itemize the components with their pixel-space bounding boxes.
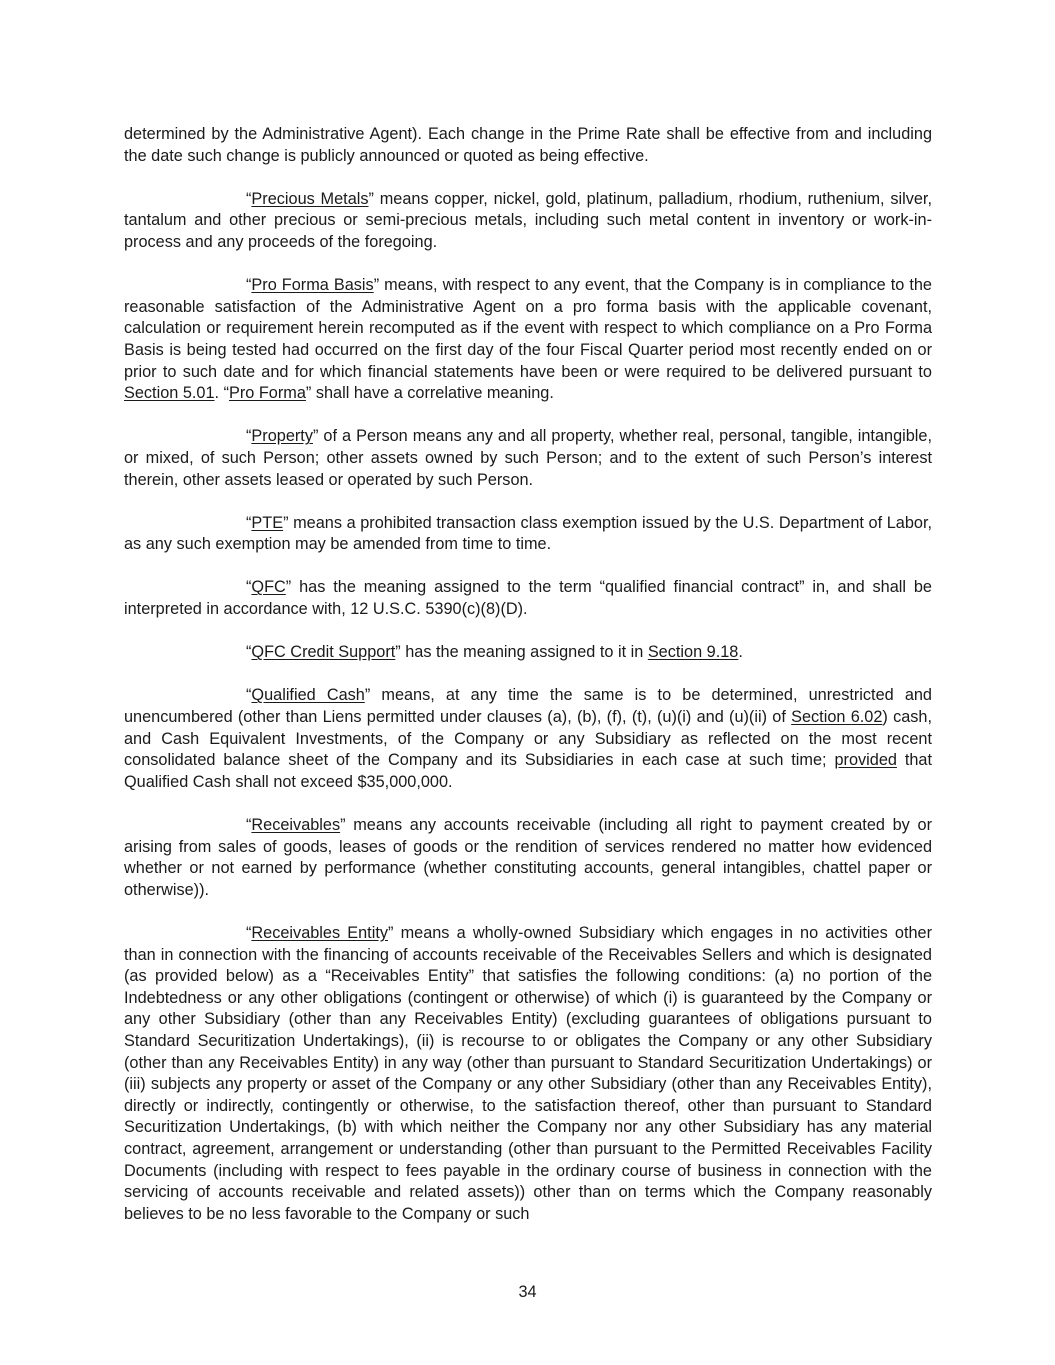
- definition-pte: “PTE” means a prohibited transaction class exemption issued by the U.S. Department of Labor, as any such exemption may be amended from time to time.: [124, 513, 932, 554]
- definition-qfc: “QFC” has the meaning assigned to the term “qualified financial contract” in, and shall be interpreted in accordance with, 12 U.S.C. 5390(c)(8)(D).: [124, 578, 932, 619]
- definition-receivables-entity: “Receivables Entity” means a wholly-owned Subsidiary which engages in no activities other than in connection with the financing of accounts receivable of the Receivables Sellers and which is designated (as provided below) as a “Receivables Entity” that satisfies the following conditions: (a) no portion of the Indebtedness or any other obligations (contingent or otherwise) of which (i) is guaranteed by the Company or any other Subsidiary (other than any Receivables Entity) (excluding guarantees of obligations pursuant to Standard Securitization Undertakings), (ii) is recourse to or obligates the Company or any other Subsidiary (other than any Receivables Entity) in any way (other than pursuant to Standard Securitization Undertakings) or (iii) subjects any property or asset of the Company or any other Subsidiary (other than any Receivables Entity), directly or indirectly, contingently or otherwise, to the satisfaction thereof, other than pursuant to Standard Securitization Undertakings, (b) with which neither the Company nor any other Subsidiary has any material contract, agreement, arrangement or understanding (other than pursuant to the Permitted Receivables Facility Documents (including with respect to fees payable in the ordinary course of business in connection with the servicing of accounts receivable and related assets)) other than on terms which the Company reasonably believes to be no less favorable to the Company or such: [124, 923, 933, 1223]
- defined-term: QFC Credit Support: [251, 643, 396, 662]
- defined-term: Receivables: [251, 816, 341, 834]
- definition-qualified-cash: “Qualified Cash” means, at any time the same is to be determined, unrestricted and unencumbered (other than Liens permitted under clauses (a), (b), (f), (t), (u)(i) and (u)(ii) of Section 6.02) cash, and Cash Equivalent Investments, of the Company or any Subsidiary as reflected on the most recent consolidated balance sheet of the Company and its Subsidiaries in each case at such time; provided that Qualified Cash shall not exceed $35,000,000.: [124, 686, 932, 791]
- section-reference: Section 5.01: [124, 384, 215, 403]
- section-reference: Section 9.18: [647, 643, 739, 662]
- defined-term: Pro Forma: [229, 384, 306, 403]
- page-number: 34: [518, 1283, 537, 1301]
- defined-term: Property: [251, 427, 313, 446]
- defined-term: Qualified Cash: [251, 686, 365, 705]
- defined-term: QFC: [251, 578, 286, 597]
- defined-term: Receivables Entity: [251, 923, 388, 942]
- page-body: [124, 124, 932, 1247]
- definition-receivables: “Receivables” means any accounts receivable (including all right to payment created by or arising from sales of goods, leases of goods or the rendition of services rendered no matter how evidenced whether or not earned by performance (whether constituting accounts, general intangibles, chattel paper or otherwise)).: [124, 816, 932, 899]
- defined-term: Pro Forma Basis: [251, 276, 374, 295]
- proviso-keyword: provided: [834, 751, 897, 770]
- definition-precious-metals: “Precious Metals” means copper, nickel, gold, platinum, palladium, rhodium, ruthenium, silver, tantalum and other precious or semi-precious metals, including such metal content in inventory or work-in-process and any proceeds of the foregoing.: [124, 189, 932, 251]
- continuation-paragraph: determined by the Administrative Agent). Each change in the Prime Rate shall be effective from and including the date such change is publicly announced or quoted as being effective.: [124, 125, 932, 165]
- definition-pro-forma-basis: “Pro Forma Basis” means, with respect to any event, that the Company is in compliance to the reasonable satisfaction of the Administrative Agent on a pro forma basis with the applicable covenant, calculation or requirement herein recomputed as if the event with respect to which compliance on a Pro Forma Basis is being tested had occurred on the first day of the four Fiscal Quarter period most recently ended on or prior to such date and for which financial statements have been or were required to be delivered pursuant to Section 5.01. “Pro Forma” shall have a correlative meaning.: [124, 276, 932, 403]
- definition-property: “Property” of a Person means any and all property, whether real, personal, tangible, intangible, or mixed, of such Person; other assets owned by such Person; and to the extent of such Person’s interest therein, other assets leased or operated by such Person.: [124, 427, 932, 489]
- defined-term: PTE: [251, 513, 284, 532]
- definition-qfc-credit-support: “QFC Credit Support” has the meaning assigned to it in Section 9.18.: [246, 643, 743, 662]
- section-reference: Section 6.02: [791, 708, 883, 727]
- defined-term: Precious Metals: [251, 189, 369, 208]
